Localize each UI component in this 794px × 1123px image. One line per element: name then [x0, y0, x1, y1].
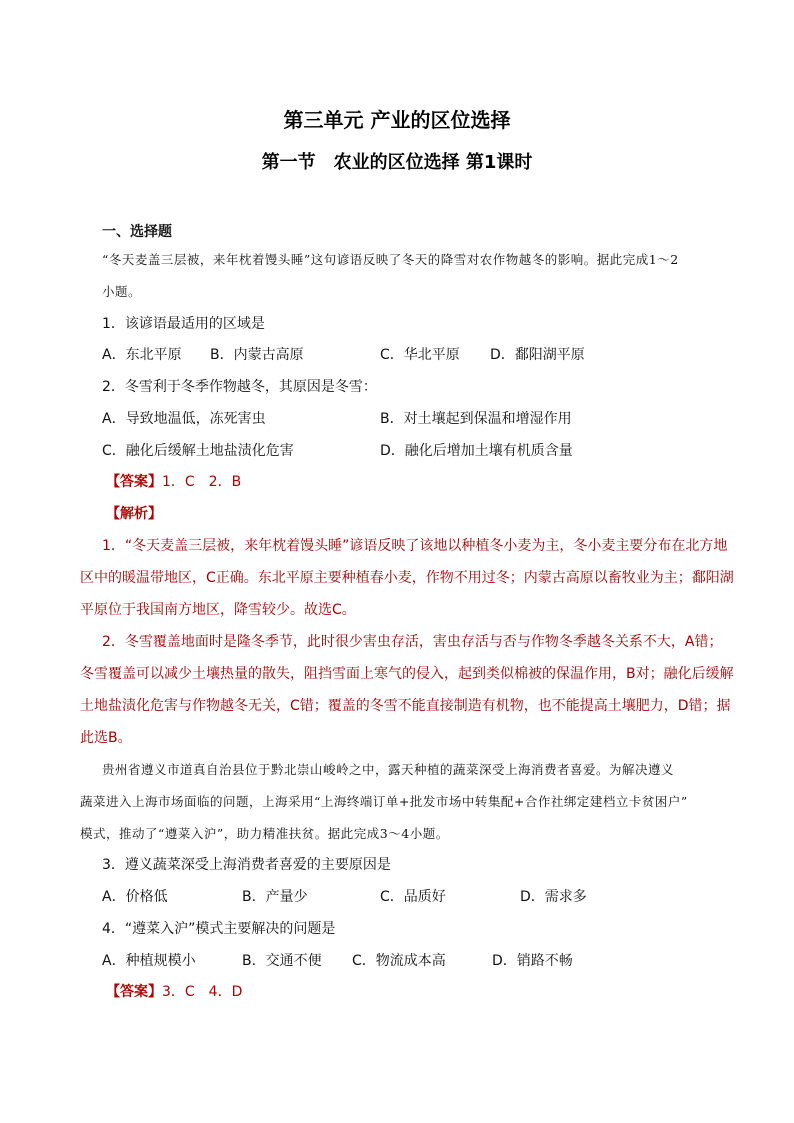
answer-value: 1．C 2．B	[162, 474, 242, 490]
analysis-2-line: 土地盐渍化危害与作物越冬无关，C错；覆盖的冬雪不能直接制造有机物，也不能提高土壤肥力，D错；据	[80, 698, 731, 714]
option-d[interactable]: D．融化后增加土壤有机质含量	[380, 443, 573, 459]
analysis-1-line: 1．“冬天麦盖三层被，来年枕着馒头睡”谚语反映了该地以种植冬小麦为主，冬小麦主要分布在北方地	[102, 538, 728, 554]
option-d[interactable]: D．鄱阳湖平原	[490, 347, 585, 363]
analysis-tag: 【解析】	[106, 506, 162, 522]
option-a[interactable]: A．东北平原	[102, 347, 182, 363]
option-c[interactable]: C．融化后缓解土地盐渍化危害	[102, 443, 294, 459]
lesson-title: 第一节 农业的区位选择 第1课时	[261, 152, 533, 173]
answer-tag: 【答案】	[106, 984, 162, 1000]
question-4: 4．“遵菜入沪”模式主要解决的问题是	[102, 921, 336, 937]
section-heading: 一、选择题	[102, 224, 172, 240]
stem-line: 模式，推动了“遵菜入沪”，助力精准扶贫。据此完成3～4小题。	[80, 826, 449, 841]
question-3: 3．遵义蔬菜深受上海消费者喜爱的主要原因是	[102, 857, 391, 873]
analysis-2-line: 冬雪覆盖可以减少土壤热量的散失，阻挡雪面上寒气的侵入，起到类似棉被的保温作用，B对；融化后缓解	[80, 666, 734, 682]
analysis-2-line: 2．冬雪覆盖地面时是隆冬季节，此时很少害虫存活，害虫存活与否与作物冬季越冬关系不大，A错；	[102, 634, 723, 650]
option-a[interactable]: A．导致地温低，冻死害虫	[102, 411, 266, 427]
option-c[interactable]: C．品质好	[380, 889, 446, 905]
analysis-1-line: 平原位于我国南方地区，降雪较少。故选C。	[80, 602, 356, 618]
stem-line: 蔬菜进入上海市场面临的问题，上海采用“上海终端订单+批发市场中转集配+合作社绑定建档立卡贫困户”	[80, 794, 688, 809]
option-b[interactable]: B．内蒙古高原	[210, 347, 304, 363]
analysis-2-line: 此选B。	[80, 730, 132, 746]
stem-line: 小题。	[102, 284, 142, 299]
option-c[interactable]: C．物流成本高	[352, 953, 446, 969]
question-2: 2．冬雪利于冬季作物越冬，其原因是冬雪：	[102, 379, 377, 395]
answer-tag: 【答案】	[106, 474, 162, 490]
question-1: 1．该谚语最适用的区域是	[102, 316, 265, 332]
answer-line-2	[106, 982, 708, 1002]
analysis-1-line: 区中的暖温带地区，C正确。东北平原主要种植春小麦，作物不用过冬；内蒙古高原以畜牧业为主；鄱阳湖	[80, 570, 734, 586]
unit-title: 第三单元 产业的区位选择	[283, 108, 511, 132]
stem-line: 贵州省遵义市道真自治县位于黔北崇山峻岭之中，露天种植的蔬菜深受上海消费者喜爱。为解决遵义	[102, 762, 675, 777]
answer-value: 3．C 4．D	[162, 984, 243, 1000]
option-c[interactable]: C．华北平原	[380, 347, 460, 363]
option-d[interactable]: D．需求多	[520, 889, 587, 905]
stem-line: “冬天麦盖三层被，来年枕着馒头睡”这句谚语反映了冬天的降雪对农作物越冬的影响。据此完成1～2	[102, 252, 679, 267]
option-a[interactable]: A．种植规模小	[102, 953, 196, 969]
answer-line-1	[106, 472, 708, 492]
option-b[interactable]: B．产量少	[242, 889, 308, 905]
option-b[interactable]: B．交通不便	[242, 953, 322, 969]
option-a[interactable]: A．价格低	[102, 889, 168, 905]
option-b[interactable]: B．对土壤起到保温和增湿作用	[380, 411, 572, 427]
option-d[interactable]: D．销路不畅	[492, 953, 573, 969]
